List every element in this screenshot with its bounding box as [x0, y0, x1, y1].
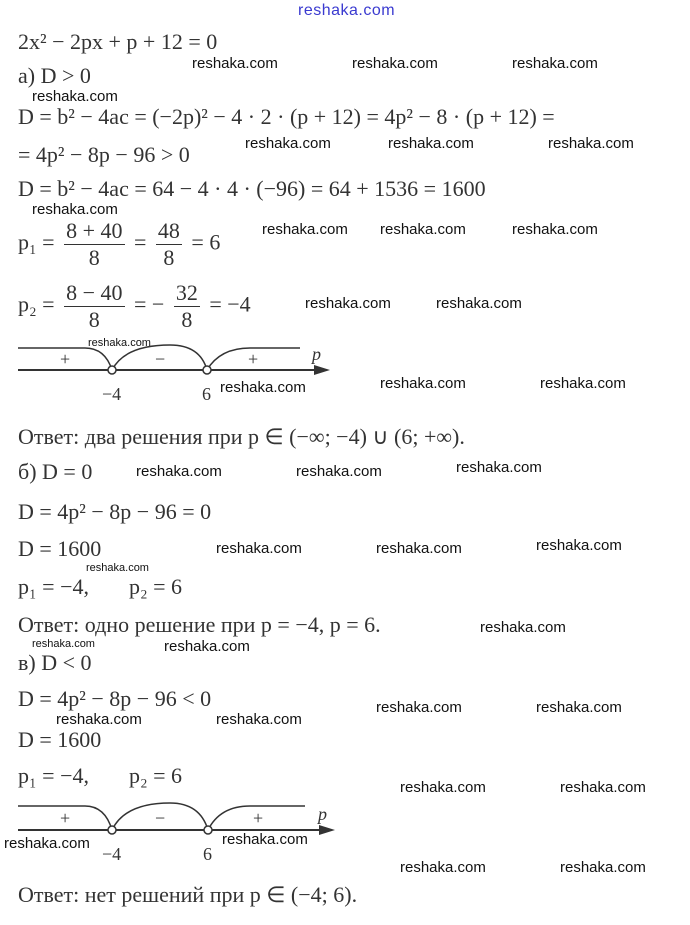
part-c-heading: в) D < 0: [18, 650, 92, 675]
watermark: reshaka.com: [32, 201, 118, 218]
arrow-icon: [314, 365, 330, 375]
watermark: reshaka.com: [548, 135, 634, 152]
watermark: reshaka.com: [220, 379, 306, 396]
sign-1: +: [60, 808, 71, 828]
denominator: 8: [181, 307, 193, 332]
sign-1: +: [60, 349, 71, 369]
c-discriminant: D = 4p² − 8p − 96 < 0: [18, 686, 212, 711]
numerator: 8 − 40: [66, 280, 123, 305]
watermark: reshaka.com: [88, 337, 151, 349]
p2-value: = −4: [209, 291, 251, 317]
root-p2: [18, 280, 251, 333]
fraction: [174, 280, 200, 333]
discriminant-line-2: = 4p² − 8p − 96 > 0: [18, 142, 190, 167]
watermark: reshaka.com: [32, 88, 118, 105]
b-root-2: p₂ = 6: [128, 574, 183, 599]
numerator: 48: [157, 218, 180, 243]
p1-lhs: p₁ =: [18, 229, 55, 255]
watermark: reshaka.com: [296, 463, 382, 480]
watermark: reshaka.com: [380, 375, 466, 392]
watermark: reshaka.com: [436, 295, 522, 312]
watermark: reshaka.com: [456, 459, 542, 476]
denominator: 8: [88, 245, 100, 270]
numerator: 8 + 40: [66, 218, 123, 243]
watermark: reshaka.com: [540, 375, 626, 392]
watermark: reshaka.com: [560, 779, 646, 796]
numerator: 32: [175, 280, 198, 305]
watermark: reshaka.com: [512, 55, 598, 72]
axis-label: p: [312, 344, 321, 364]
watermark: reshaka.com: [400, 779, 486, 796]
c-root-2: p₂ = 6: [128, 763, 183, 788]
watermark: reshaka.com: [4, 835, 90, 852]
answer-a: Ответ: два решения при p ∈ (−∞; −4) ∪ (6; +∞).: [18, 424, 465, 449]
fraction: [156, 218, 182, 271]
b-discriminant: D = 4p² − 8p − 96 = 0: [18, 499, 212, 524]
point-label-right: 6: [202, 384, 211, 404]
watermark: reshaka.com: [216, 540, 302, 557]
c-discriminant-value: D = 1600: [18, 727, 102, 752]
c-root-1: p₁ = −4,: [18, 763, 89, 788]
equals: =: [134, 229, 147, 255]
watermark: reshaka.com: [380, 221, 466, 238]
fraction: [64, 280, 124, 333]
watermark: reshaka.com: [164, 638, 250, 655]
sign-2: −: [155, 349, 166, 369]
denominator: 8: [163, 245, 175, 270]
watermark: reshaka.com: [400, 859, 486, 876]
open-point-left: [108, 366, 116, 374]
b-roots: [18, 575, 182, 599]
watermark: reshaka.com: [192, 55, 278, 72]
watermark: reshaka.com: [376, 540, 462, 557]
watermark: reshaka.com: [536, 537, 622, 554]
watermark: reshaka.com: [536, 699, 622, 716]
watermark: reshaka.com: [560, 859, 646, 876]
watermark: reshaka.com: [32, 638, 95, 650]
part-b-heading: б) D = 0: [18, 459, 93, 484]
b-discriminant-value: D = 1600: [18, 536, 102, 561]
c-roots: [18, 764, 182, 788]
denominator: 8: [88, 307, 100, 332]
watermark: reshaka.com: [512, 221, 598, 238]
open-point-right: [204, 826, 212, 834]
answer-c: Ответ: нет решений при p ∈ (−4; 6).: [18, 882, 358, 907]
discriminant-line-1: D = b² − 4ac = (−2p)² − 4 · 2 · (p + 12) = 4p² − 8 · (p + 12) =: [18, 104, 555, 129]
watermark: reshaka.com: [86, 562, 149, 574]
arrow-icon: [319, 825, 335, 835]
axis-label: p: [318, 804, 327, 824]
watermark: reshaka.com: [56, 711, 142, 728]
equation: 2x² − 2px + p + 12 = 0: [18, 29, 218, 54]
watermark: reshaka.com: [376, 699, 462, 716]
p2-lhs: p₂ =: [18, 291, 55, 317]
sign-3: +: [253, 808, 264, 828]
point-label-left: −4: [102, 384, 122, 404]
b-root-1: p₁ = −4,: [18, 574, 89, 599]
watermark: reshaka.com: [245, 135, 331, 152]
watermark: reshaka.com: [352, 55, 438, 72]
open-point-left: [108, 826, 116, 834]
sign-2: −: [155, 808, 166, 828]
watermark: reshaka.com: [216, 711, 302, 728]
watermark: reshaka.com: [480, 619, 566, 636]
sign-3: +: [248, 349, 259, 369]
open-point-right: [203, 366, 211, 374]
watermark: reshaka.com: [262, 221, 348, 238]
point-label-left: −4: [102, 844, 122, 863]
watermark: reshaka.com: [136, 463, 222, 480]
answer-b: Ответ: одно решение при p = −4, p = 6.: [18, 612, 381, 637]
root-p1: [18, 218, 220, 271]
point-label-right: 6: [203, 844, 212, 863]
watermark: reshaka.com: [305, 295, 391, 312]
watermark-header: reshaka.com: [298, 2, 396, 19]
equals: = −: [134, 291, 165, 317]
p1-value: = 6: [191, 229, 221, 255]
fraction: [64, 218, 124, 271]
watermark: reshaka.com: [222, 831, 308, 848]
watermark: reshaka.com: [388, 135, 474, 152]
discriminant-line-3: D = b² − 4ac = 64 − 4 · 4 · (−96) = 64 + 1536 = 1600: [18, 176, 486, 201]
part-a-heading: а) D > 0: [18, 63, 91, 88]
